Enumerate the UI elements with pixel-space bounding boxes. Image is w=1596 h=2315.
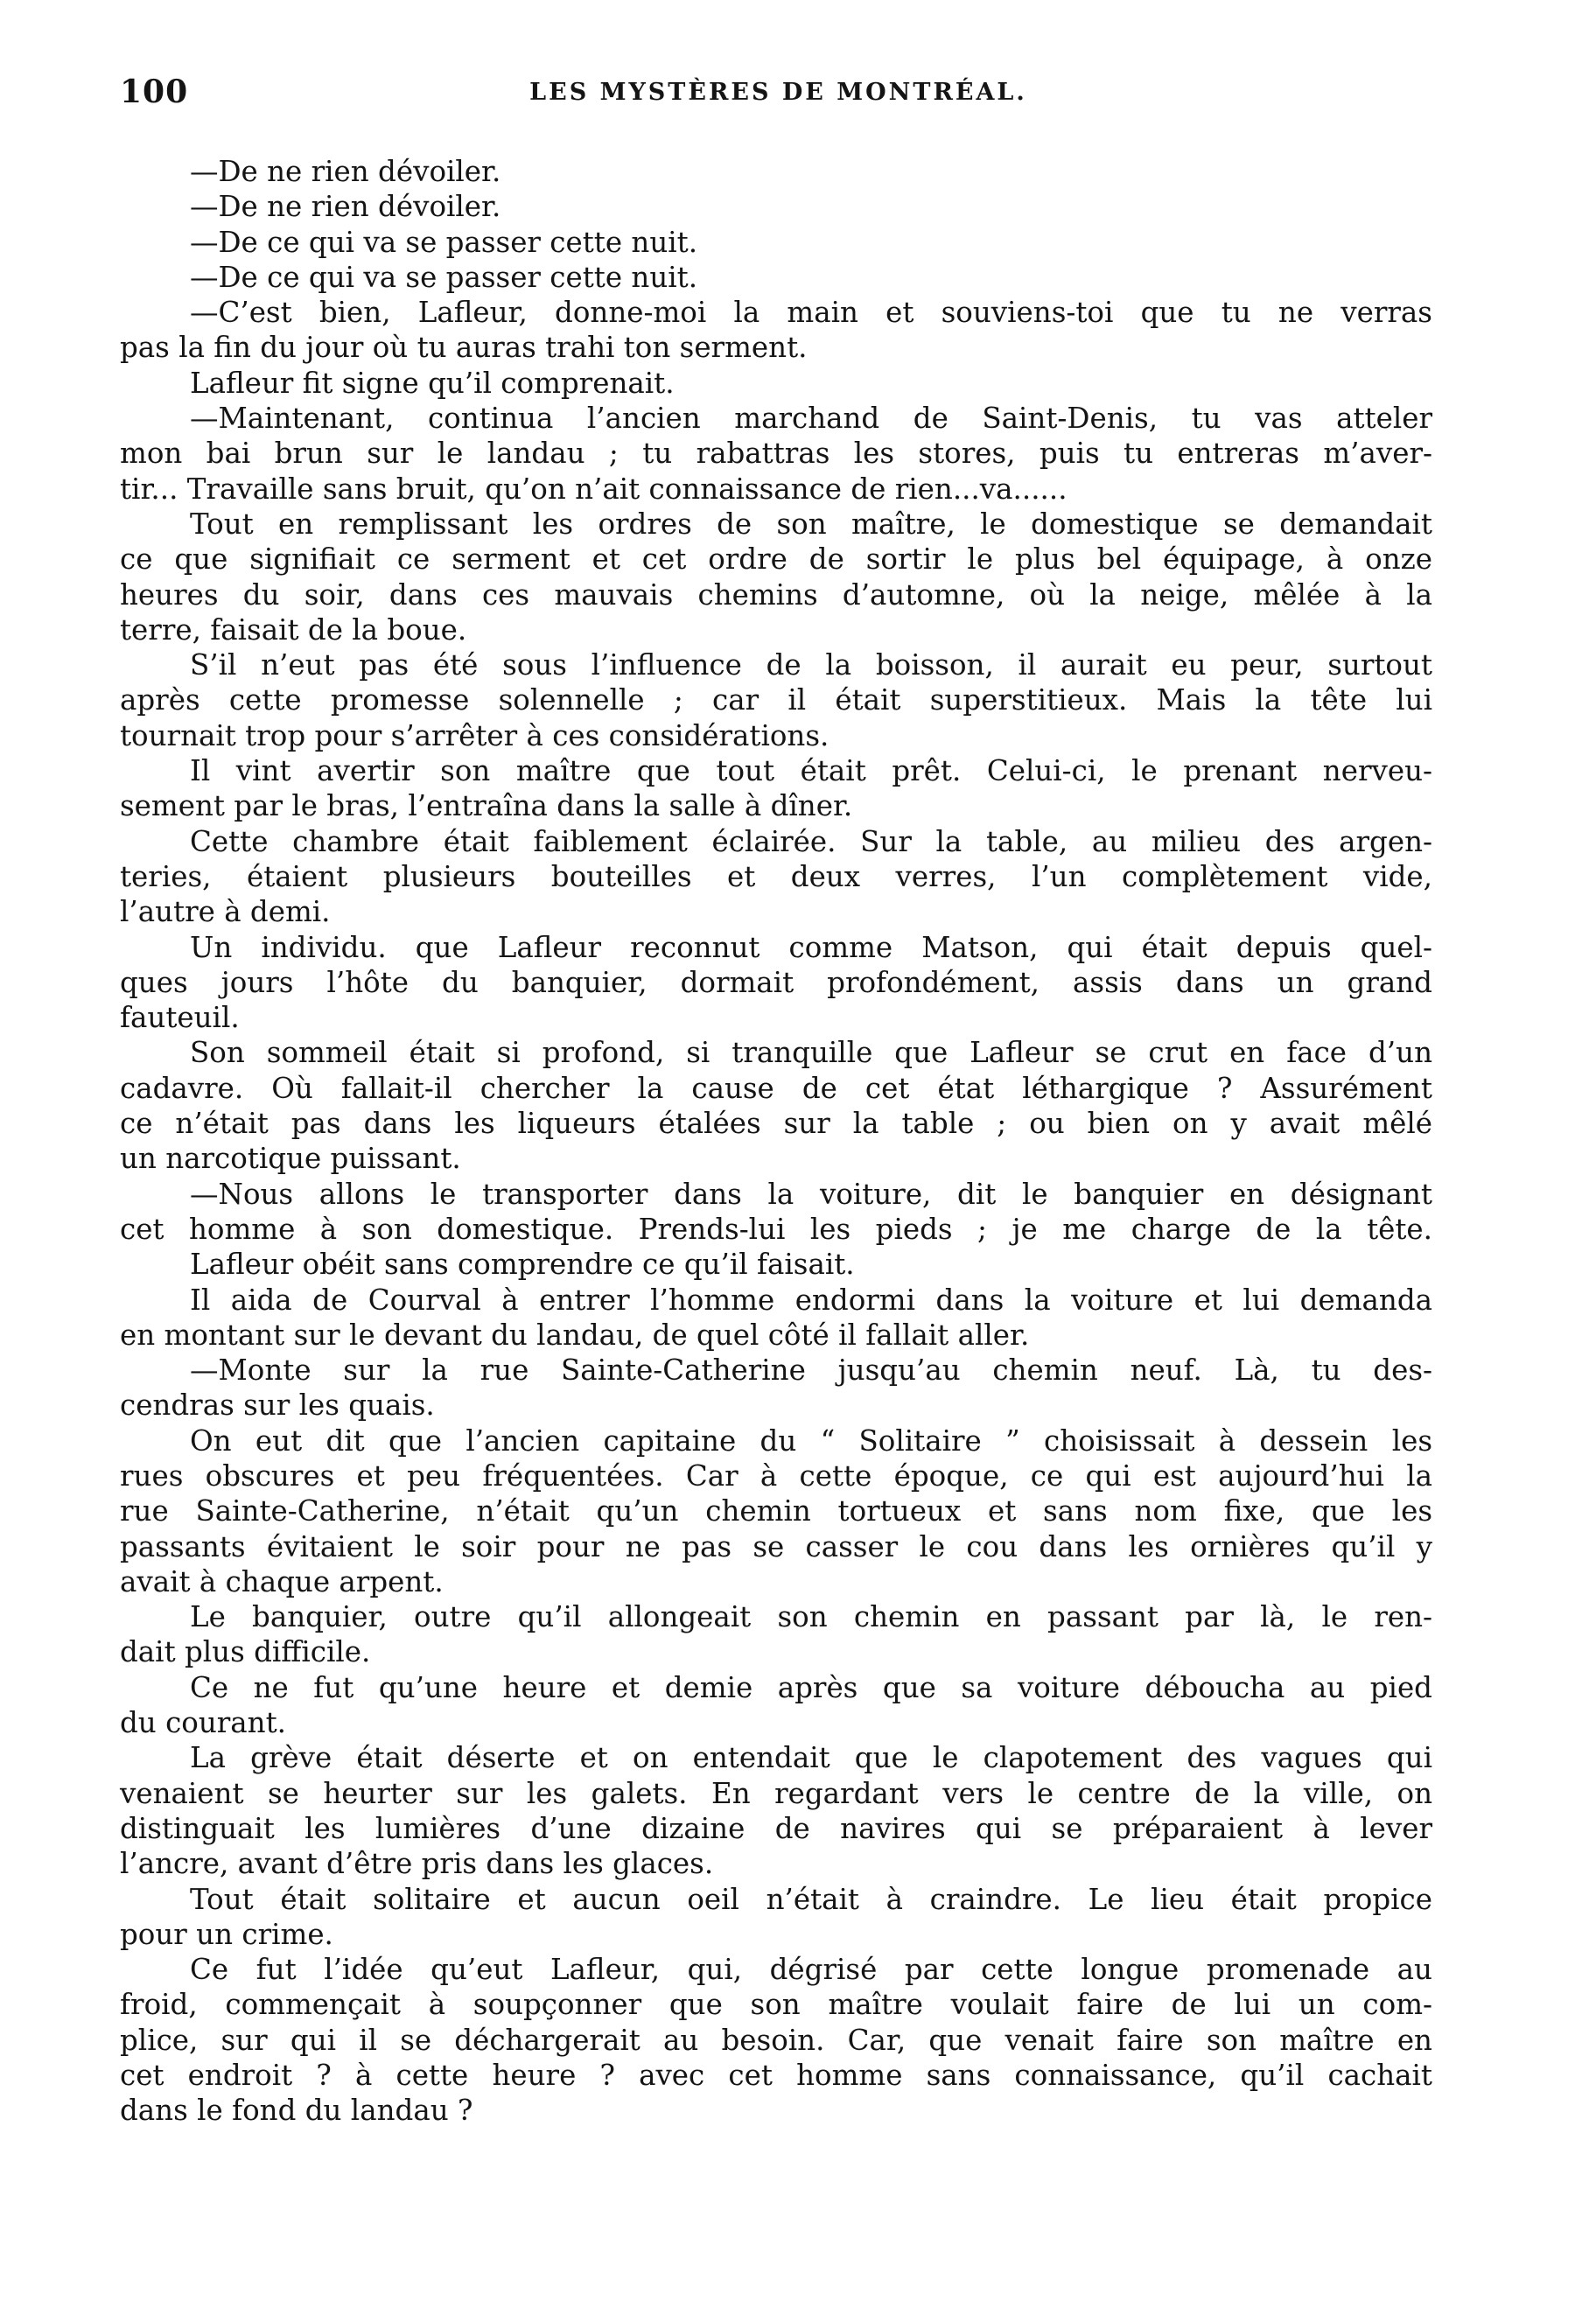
text-line: S’il n’eut pas été sous l’influence de la boisson, il aurait eu peur, surtout [190, 648, 1432, 682]
text-line: rues obscures et peu fréquentées. Car à cette époque, ce qui est aujourd’hui la [120, 1458, 1432, 1493]
text-line: Tout en remplissant les ordres de son maître, le domestique se demandait [190, 507, 1432, 541]
text-line: passants évitaient le soir pour ne pas se casser le cou dans les ornières qu’il y [120, 1529, 1432, 1563]
body-text [120, 154, 1432, 2129]
text-line: —Maintenant, continua l’ancien marchand de Saint-Denis, tu vas atteler [190, 402, 1432, 436]
text-line: ce n’était pas dans les liqueurs étalées sur la table ; ou bien on y avait mêlé [120, 1107, 1432, 1141]
text-line: —C’est bien, Lafleur, donne-moi la main et souviens-toi que tu ne verras [190, 296, 1432, 330]
text-line: avait à chaque arpent. [120, 1564, 444, 1598]
text-line: Ce fut l’idée qu’eut Lafleur, qui, dégrisé par cette longue promenade au [190, 1953, 1432, 1987]
text-line: ques jours l’hôte du banquier, dormait profondément, assis dans un grand [120, 965, 1432, 999]
text-line: On eut dit que l’ancien capitaine du “ Solitaire ” choisissait à dessein les [190, 1423, 1432, 1458]
text-line: mon bai brun sur le landau ; tu rabattras les stores, puis tu entreras m’aver- [120, 437, 1432, 471]
text-line: terre, faisait de la boue. [120, 612, 467, 647]
text-line: tir... Travaille sans bruit, qu’on n’ait connaissance de rien...va...... [120, 472, 1068, 506]
text-line: Tout était solitaire et aucun oeil n’était à craindre. Le lieu était propice [190, 1882, 1432, 1916]
text-line: Il aida de Courval à entrer l’homme endormi dans la voiture et lui demanda [190, 1283, 1432, 1317]
text-line: —De ne rien dévoiler. [190, 190, 501, 224]
text-line: —De ne rien dévoiler. [190, 155, 501, 188]
text-line: sement par le bras, l’entraîna dans la salle à dîner. [120, 789, 853, 823]
text-line: cadavre. Où fallait-il chercher la cause de cet état léthargique ? Assurément [120, 1071, 1432, 1105]
text-line: du courant. [120, 1706, 287, 1740]
text-line: —De ce qui va se passer cette nuit. [190, 260, 698, 294]
page-number: 100 [120, 73, 189, 110]
text-line: cet homme à son domestique. Prends-lui les pieds ; je me charge de la tête. [120, 1212, 1432, 1246]
text-line: Il vint avertir son maître que tout était prêt. Celui-ci, le prenant nerveu- [190, 754, 1432, 788]
text-line: plice, sur qui il se déchargerait au besoin. Car, que venait faire son maître en [120, 2023, 1432, 2057]
text-line: dans le fond du landau ? [120, 2094, 473, 2128]
text-line: l’ancre, avant d’être pris dans les glaces. [120, 1847, 714, 1881]
page-header [120, 73, 1437, 126]
text-line: Cette chambre était faiblement éclairée. Sur la table, au milieu des argen- [190, 824, 1432, 858]
text-line: La grève était déserte et on entendait que le clapotement des vagues qui [190, 1741, 1432, 1775]
text-line: un narcotique puissant. [120, 1142, 461, 1176]
text-line: —De ce qui va se passer cette nuit. [190, 225, 698, 259]
text-line: —Monte sur la rue Sainte-Catherine jusqu’au chemin neuf. Là, tu des- [190, 1353, 1432, 1388]
text-line: pour un crime. [120, 1917, 333, 1951]
text-line: Un individu. que Lafleur reconnut comme Matson, qui était depuis quel- [190, 930, 1432, 964]
text-line: venaient se heurter sur les galets. En regardant vers le centre de la ville, on [120, 1776, 1432, 1810]
text-line: après cette promesse solennelle ; car il était superstitieux. Mais la tête lui [120, 683, 1432, 717]
text-line: Le banquier, outre qu’il allongeait son chemin en passant par là, le ren- [190, 1600, 1432, 1634]
text-line: ce que signifiait ce serment et cet ordre de sortir le plus bel équipage, à onze [120, 542, 1432, 577]
text-line: en montant sur le devant du landau, de quel côté il fallait aller. [120, 1318, 1030, 1352]
text-line: pas la fin du jour où tu auras trahi ton serment. [120, 331, 808, 365]
text-line: rue Sainte-Catherine, n’était qu’un chemin tortueux et sans nom fixe, que les [120, 1494, 1432, 1528]
text-line: —Nous allons le transporter dans la voiture, dit le banquier en désignant [190, 1177, 1432, 1211]
text-line: distinguait les lumières d’une dizaine de navires qui se préparaient à lever [120, 1811, 1432, 1845]
text-line: Lafleur obéit sans comprendre ce qu’il faisait. [190, 1248, 855, 1282]
text-line: Ce ne fut qu’une heure et demie après que sa voiture déboucha au pied [190, 1670, 1432, 1704]
text-line: l’autre à demi. [120, 895, 331, 929]
text-line: cet endroit ? à cette heure ? avec cet homme sans connaissance, qu’il cachait [120, 2059, 1432, 2093]
text-line: dait plus difficile. [120, 1635, 371, 1669]
text-line: froid, commençait à soupçonner que son maître voulait faire de lui un com- [120, 1988, 1432, 2022]
text-line: Lafleur fit signe qu’il comprenait. [190, 366, 675, 400]
text-line: fauteuil. [120, 1001, 240, 1035]
text-line: Son sommeil était si profond, si tranquille que Lafleur se crut en face d’un [190, 1036, 1432, 1070]
text-line: cendras sur les quais. [120, 1388, 435, 1423]
text-line: tournait trop pour s’arrêter à ces considérations. [120, 718, 830, 752]
text-line: heures du soir, dans ces mauvais chemins d’automne, où la neige, mêlée à la [120, 577, 1432, 612]
text-line: teries, étaient plusieurs bouteilles et deux verres, l’un complètement vide, [120, 859, 1432, 893]
running-title: LES MYSTÈRES DE MONTRÉAL. [529, 79, 1027, 106]
